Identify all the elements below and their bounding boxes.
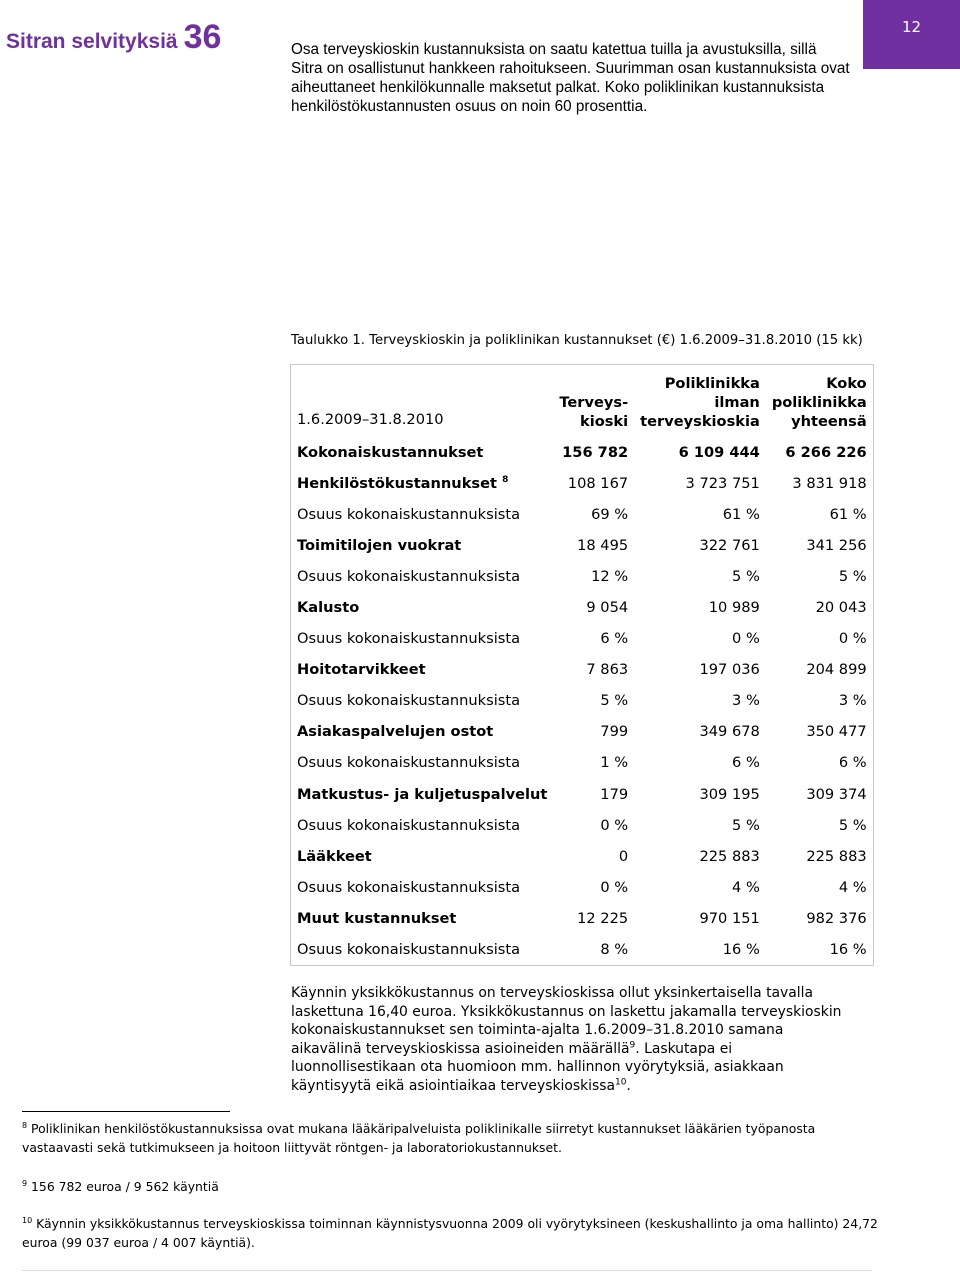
row-label: [291, 685, 554, 716]
row-label-text: Asiakaspalvelujen ostot: [297, 723, 494, 741]
table-row: [291, 623, 874, 654]
table-caption: Taulukko 1. Terveyskioskin ja poliklinikan kustannukset (€) 1.6.2009–31.8.2010 (15 kk): [291, 333, 863, 348]
cell-total: 225 883: [806, 847, 867, 865]
cell-total: 0 %: [838, 630, 867, 648]
cell-kiosk: 1 %: [600, 754, 629, 772]
row-label: [291, 810, 554, 841]
table-row: [291, 561, 874, 592]
cell-total: 982 376: [806, 909, 867, 927]
series-title: [6, 18, 221, 57]
cell-without: 6 %: [732, 754, 760, 772]
row-label: [291, 592, 554, 623]
row-label: [291, 654, 554, 685]
cell-total: 309 374: [806, 785, 867, 803]
row-label: [291, 561, 554, 592]
row-label-text: Osuus kokonaiskustannuksista: [297, 630, 521, 648]
cell-kiosk: 6 %: [600, 630, 629, 648]
row-label: [291, 530, 554, 561]
cell-kiosk: 5 %: [600, 692, 629, 710]
footnote-ref-8: 8: [502, 475, 509, 486]
row-label: [291, 841, 554, 872]
row-label-text: Osuus kokonaiskustannuksista: [297, 878, 521, 896]
row-label: [291, 623, 554, 654]
row-label-text: Muut kustannukset: [297, 909, 457, 927]
footnote-text: 156 782 euroa / 9 562 käyntiä: [31, 1179, 219, 1194]
row-label-text: Lääkkeet: [297, 847, 372, 865]
cell-total: 5 %: [838, 816, 867, 834]
row-label-text: Matkustus- ja kuljetuspalvelut: [297, 785, 548, 803]
table-body: [291, 437, 874, 965]
page-number: 12: [901, 18, 922, 36]
row-label: [291, 872, 554, 903]
cell-without: 225 883: [699, 847, 760, 865]
cell-kiosk: 9 054: [586, 599, 629, 617]
cell-kiosk: 799: [600, 723, 629, 741]
header-kiosk: [553, 365, 634, 438]
row-label: [291, 903, 554, 934]
footnote-8: [22, 1119, 882, 1157]
row-label: [291, 499, 554, 530]
cell-without: 0 %: [732, 630, 760, 648]
footnote-9: [22, 1177, 882, 1196]
cell-without: 61 %: [722, 506, 760, 524]
cell-without: 3 %: [732, 692, 760, 710]
cell-total: 3 %: [838, 692, 867, 710]
cell-total: 6 266 226: [785, 444, 867, 462]
header-line: terveyskioskia: [640, 413, 760, 430]
cell-kiosk: 12 225: [577, 909, 629, 927]
row-label-text: Osuus kokonaiskustannuksista: [297, 506, 521, 524]
cost-table: [290, 364, 874, 966]
cell-kiosk: 8 %: [600, 940, 629, 958]
row-label-text: Toimitilojen vuokrat: [297, 537, 462, 555]
cell-kiosk: 0 %: [600, 878, 629, 896]
cell-total: 4 %: [838, 878, 867, 896]
unit-cost-text-3: .: [626, 1077, 631, 1094]
series-label: Sitran selvityksiä: [6, 30, 178, 53]
header-clinic-without: [634, 365, 766, 438]
cell-without: 349 678: [699, 723, 760, 741]
row-label: [291, 779, 554, 810]
row-label-text: Kalusto: [297, 599, 360, 617]
header-line: 1.6.2009–31.8.2010: [297, 411, 444, 428]
table-row: [291, 437, 874, 468]
cell-total: 16 %: [829, 940, 867, 958]
cell-kiosk: 69 %: [591, 506, 629, 524]
row-label-text: Osuus kokonaiskustannuksista: [297, 692, 521, 710]
table-row: [291, 934, 874, 966]
header-line: Koko: [826, 375, 867, 392]
footnote-mark: 8: [22, 1120, 28, 1130]
cell-kiosk: 18 495: [577, 537, 629, 555]
cell-kiosk: 179: [600, 785, 629, 803]
table-row: [291, 499, 874, 530]
row-label-text: Kokonaiskustannukset: [297, 444, 484, 462]
table-row: [291, 716, 874, 747]
table-row: [291, 592, 874, 623]
bottom-rule: [22, 1270, 872, 1271]
row-label-text: Hoitotarvikkeet: [297, 661, 426, 679]
row-label-text: Osuus kokonaiskustannuksista: [297, 568, 521, 586]
row-label: [291, 747, 554, 778]
header-line: Terveys-: [559, 394, 629, 411]
cell-without: 4 %: [732, 878, 760, 896]
cell-kiosk: 0: [618, 847, 629, 865]
cell-without: 5 %: [732, 568, 760, 586]
row-label: [291, 468, 554, 499]
header-line: yhteensä: [791, 413, 867, 430]
header-line: kioski: [580, 413, 629, 430]
cell-total: 20 043: [815, 599, 867, 617]
cell-kiosk: 108 167: [567, 475, 629, 493]
row-label: [291, 934, 554, 966]
header-line: ilman: [714, 394, 760, 411]
cell-total: 3 831 918: [792, 475, 867, 493]
table-row: [291, 530, 874, 561]
unit-cost-paragraph: [291, 984, 851, 1095]
cell-total: 61 %: [829, 506, 867, 524]
footnote-ref-10: 10: [614, 1076, 627, 1087]
table-row: [291, 779, 874, 810]
table-row: [291, 468, 874, 499]
intro-paragraph: Osa terveyskioskin kustannuksista on saatu katettua tuilla ja avustuksilla, sillä Sitra on osallistunut hankkeen rahoitukseen. Suurimman osan kustannuksista ovat aiheuttaneet henkilökunnalle maksetut palkat. Koko poliklinikan kustannuksista henkilöstökustannusten osuus on noin 60 prosenttia.: [291, 41, 850, 115]
cell-total: 204 899: [806, 661, 867, 679]
footnote-text: Poliklinikan henkilöstökustannuksissa ovat mukana lääkäripalveluista poliklinikalle siirretyt kustannukset lääkärien työpanosta vastaavasti sekä tutkimukseen ja hoitoon liittyvät röntgen- ja laboratoriokustannukset.: [22, 1121, 816, 1155]
table-row: [291, 872, 874, 903]
page-number-box: [863, 0, 960, 69]
cell-without: 16 %: [722, 940, 760, 958]
header-line: poliklinikka: [771, 394, 867, 411]
row-label-text: Osuus kokonaiskustannuksista: [297, 754, 521, 772]
row-label: [291, 716, 554, 747]
table-header-row: [291, 365, 874, 438]
row-label-text: Osuus kokonaiskustannuksista: [297, 940, 521, 958]
table-row: [291, 685, 874, 716]
footnote-separator: [22, 1111, 230, 1112]
cell-kiosk: 12 %: [591, 568, 629, 586]
footnote-mark: 9: [22, 1178, 28, 1188]
header-period: [291, 365, 554, 438]
row-label: [291, 437, 554, 468]
cell-total: 350 477: [806, 723, 867, 741]
cell-total: 6 %: [838, 754, 867, 772]
cell-without: 322 761: [699, 537, 760, 555]
footnote-mark: 10: [22, 1215, 33, 1225]
cell-kiosk: 0 %: [600, 816, 629, 834]
footnote-text: Käynnin yksikkökustannus terveyskioskissa toiminnan käynnistysvuonna 2009 oli vyörytyksineen (keskushallinto ja oma hallinto) 24,72 euroa (99 037 euroa / 4 007 käyntiä).: [22, 1216, 878, 1250]
table-row: [291, 747, 874, 778]
row-label-text: Henkilöstökustannukset: [297, 475, 497, 493]
series-number: 36: [183, 18, 222, 56]
unit-cost-text-2: . Laskutapa ei luonnollisestikaan ota huomioon mm. hallinnon vyörytyksiä, asiakkaan käyntisyytä eikä asiointiaikaa terveyskioskissa: [291, 1040, 784, 1094]
cell-kiosk: 7 863: [586, 661, 629, 679]
table-row: [291, 903, 874, 934]
cell-without: 6 109 444: [678, 444, 760, 462]
cell-without: 5 %: [732, 816, 760, 834]
row-label-text: Osuus kokonaiskustannuksista: [297, 816, 521, 834]
cell-kiosk: 156 782: [562, 444, 629, 462]
table-row: [291, 810, 874, 841]
footnote-10: [22, 1214, 882, 1252]
cell-without: 197 036: [699, 661, 760, 679]
cell-total: 341 256: [806, 537, 867, 555]
header-line: Poliklinikka: [664, 375, 760, 392]
table-row: [291, 841, 874, 872]
cell-without: 10 989: [708, 599, 760, 617]
cell-without: 309 195: [699, 785, 760, 803]
header-clinic-total: [766, 365, 873, 438]
cell-without: 3 723 751: [685, 475, 760, 493]
cell-without: 970 151: [699, 909, 760, 927]
unit-cost-text-1: Käynnin yksikkökustannus on terveyskioskissa ollut yksinkertaisella tavalla laskettuna 16,40 euroa. Yksikkökustannus on laskettu jakamalla terveyskioskin kokonaiskustannukset sen toiminta-ajalta 1.6.2009–31.8.2010 samana aikavälinä terveyskioskissa asioineiden määrällä: [291, 985, 842, 1057]
cell-total: 5 %: [838, 568, 867, 586]
footnote-ref-9: 9: [629, 1039, 636, 1050]
table-row: [291, 654, 874, 685]
